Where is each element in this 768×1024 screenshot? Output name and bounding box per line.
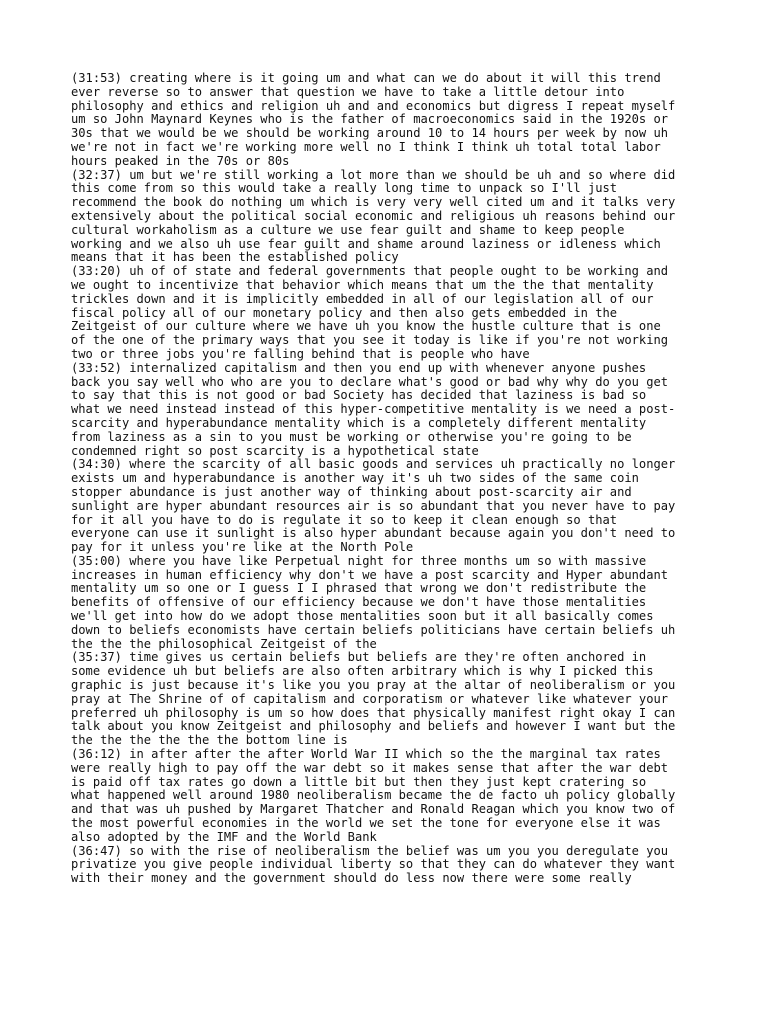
transcript-line: (36:12) in after after the after World War II which so the the marginal tax rates — [71, 747, 661, 762]
transcript-line: (33:20) uh of of state and federal governments that people ought to be working and — [71, 264, 669, 279]
transcript-line: to say that this is not good or bad Society has decided that laziness is bad so — [71, 388, 647, 403]
transcript-line: some evidence uh but beliefs are also often arbitrary which is why I picked this — [71, 664, 654, 679]
transcript-line: graphic is just because it's like you you pray at the altar of neoliberalism or you — [71, 678, 676, 693]
transcript-line: working and we also uh use fear guilt and shame around laziness or idleness which — [71, 236, 661, 251]
transcript-line: means that it has been the established policy — [71, 250, 399, 265]
transcript-line: pray at The Shrine of of capitalism and corporatism or whatever like whatever your — [71, 691, 669, 706]
transcript-line: (32:37) um but we're still working a lot more than we should be uh and so where did — [71, 167, 676, 182]
transcript-line: everyone can use it sunlight is also hyper abundant because again you don't need to — [71, 526, 676, 541]
transcript-line: exists um and hyperabundance is another way it's uh two sides of the same coin — [71, 471, 639, 486]
transcript-line: what happened well around 1980 neoliberalism became the de facto uh policy globally — [71, 788, 676, 803]
transcript-line: (34:30) where the scarcity of all basic goods and services uh practically no longer — [71, 457, 676, 472]
transcript-line: were really high to pay off the war debt so it makes sense that after the war debt — [71, 760, 669, 775]
transcript-line: down to beliefs economists have certain beliefs politicians have certain beliefs uh — [71, 622, 676, 637]
transcript-line: the most powerful economies in the world we set the tone for everyone else it was — [71, 816, 661, 831]
transcript-line: hours peaked in the 70s or 80s — [71, 153, 290, 168]
transcript-line: sunlight are hyper abundant resources air is so abundant that you never have to pay — [71, 498, 676, 513]
transcript-line: of the one of the primary ways that you see it today is like if you're not working — [71, 333, 669, 348]
transcript-line: (35:00) where you have like Perpetual night for three months um so with massive — [71, 553, 647, 568]
transcript-line: mentality um so one or I guess I I phrased that wrong we don't redistribute the — [71, 581, 647, 596]
transcript-line: increases in human efficiency why don't we have a post scarcity and Hyper abundant — [71, 567, 669, 582]
transcript-line: (36:47) so with the rise of neoliberalism the belief was um you you deregulate you — [71, 843, 669, 858]
transcript-line: talk about you know Zeitgeist and philosophy and beliefs and however I want but the — [71, 719, 676, 734]
transcript-line: and that was uh pushed by Margaret Thatcher and Ronald Reagan which you know two of — [71, 802, 676, 817]
transcript-line: also adopted by the IMF and the World Bank — [71, 829, 377, 844]
transcript-line: we're not in fact we're working more well no I think I think uh total total labor — [71, 139, 661, 154]
transcript-line: philosophy and ethics and religion uh and and economics but digress I repeat myself — [71, 98, 676, 113]
transcript-line: stopper abundance is just another way of thinking about post-scarcity air and — [71, 484, 632, 499]
transcript-line: condemned right so post scarcity is a hypothetical state — [71, 443, 479, 458]
transcript-line: two or three jobs you're falling behind that is people who have — [71, 346, 530, 361]
transcript-line: scarcity and hyperabundance mentality which is a completely different mentality — [71, 415, 647, 430]
transcript-line: (35:37) time gives us certain beliefs but beliefs are they're often anchored in — [71, 650, 647, 665]
transcript-line: for it all you have to do is regulate it so to keep it clean enough so that — [71, 512, 618, 527]
transcript-line: from laziness as a sin to you must be working or otherwise you're going to be — [71, 429, 632, 444]
transcript-line: benefits of offensive of our efficiency because we don't have those mentalities — [71, 595, 647, 610]
transcript-line: privatize you give people individual liberty so that they can do whatever they want — [71, 857, 676, 872]
transcript-line: ever reverse so to answer that question we have to take a little detour into — [71, 84, 625, 99]
transcript-line: we ought to incentivize that behavior which means that um the the that mentality — [71, 277, 654, 292]
transcript-line: (31:53) creating where is it going um and what can we do about it will this trend — [71, 71, 661, 85]
transcript-line: is paid off tax rates go down a little bit but then they just kept cratering so — [71, 774, 647, 789]
transcript-page — [71, 72, 701, 886]
transcript-line: Zeitgeist of our culture where we have uh you know the hustle culture that is one — [71, 319, 661, 334]
transcript-line: trickles down and it is implicitly embedded in all of our legislation all of our — [71, 291, 654, 306]
transcript-line: 30s that we would be we should be working around 10 to 14 hours per week by now uh — [71, 126, 669, 141]
transcript-line: preferred uh philosophy is um so how does that physically manifest right okay I can — [71, 705, 676, 720]
transcript-line: recommend the book do nothing um which is very very well cited um and it talks very — [71, 195, 676, 210]
transcript-line: back you say well who who are you to declare what's good or bad why why do you get — [71, 374, 669, 389]
transcript-line: cultural workaholism as a culture we use fear guilt and shame to keep people — [71, 222, 625, 237]
transcript-line: the the the philosophical Zeitgeist of the — [71, 636, 377, 651]
transcript-line: fiscal policy all of our monetary policy and then also gets embedded in the — [71, 305, 618, 320]
transcript-line: what we need instead instead of this hyper-competitive mentality is we need a post- — [71, 402, 676, 417]
transcript-line: pay for it unless you're like at the North Pole — [71, 540, 414, 555]
transcript-line: the the the the the the bottom line is — [71, 733, 348, 748]
transcript-line: this come from so this would take a really long time to unpack so I'll just — [71, 181, 618, 196]
transcript-line: um so John Maynard Keynes who is the father of macroeconomics said in the 1920s or — [71, 112, 669, 127]
transcript-line: with their money and the government should do less now there were some really — [71, 871, 632, 886]
transcript-line: extensively about the political social economic and religious uh reasons behind our — [71, 208, 676, 223]
transcript-line: (33:52) internalized capitalism and then you end up with whenever anyone pushes — [71, 360, 647, 375]
transcript-line: we'll get into how do we adopt those mentalities soon but it all basically comes — [71, 609, 654, 624]
